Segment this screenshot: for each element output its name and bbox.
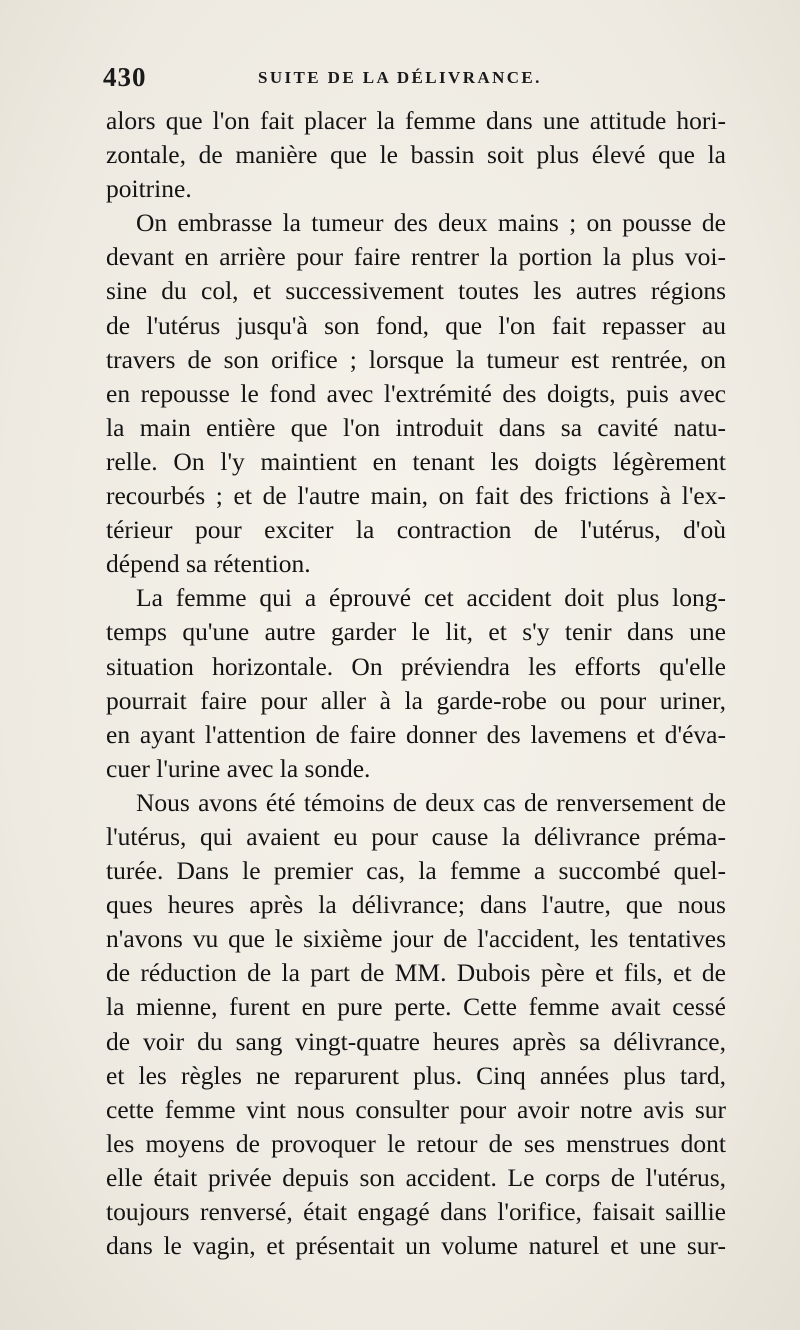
text-line: la mienne, furent en pure perte. Cette femme avait cessé	[106, 992, 726, 1022]
page-number: 430	[103, 62, 147, 92]
text-line: temps qu'une autre garder le lit, et s'y tenir dans une	[106, 617, 726, 647]
text-line: de réduction de la part de MM. Dubois père et fils, et de	[106, 958, 726, 988]
text-line: l'utérus, qui avaient eu pour cause la délivrance préma-	[106, 821, 726, 851]
text-line: poitrine.	[106, 174, 192, 204]
text-line: alors que l'on fait placer la femme dans une attitude hori-	[106, 106, 726, 135]
text-line: situation horizontale. On préviendra les efforts qu'elle	[106, 651, 726, 681]
body-text	[106, 104, 726, 1263]
text-line: pourrait faire pour aller à la garde-robe ou pour uriner,	[106, 685, 726, 715]
text-line: de voir du sang vingt-quatre heures après sa délivrance,	[106, 1026, 726, 1056]
page-header	[103, 62, 723, 94]
text-line: cuer l'urine avec la sonde.	[106, 753, 371, 783]
paragraph-2	[106, 206, 726, 581]
text-line: recourbés ; et de l'autre main, on fait des frictions à l'ex-	[106, 481, 726, 511]
text-line: zontale, de manière que le bassin soit plus élevé que la	[106, 140, 726, 170]
text-line: en ayant l'attention de faire donner des lavemens et d'éva-	[106, 719, 726, 749]
text-line: et les règles ne reparurent plus. Cinq années plus tard,	[106, 1060, 726, 1090]
text-line: ques heures après la délivrance; dans l'autre, que nous	[106, 890, 726, 920]
text-line: toujours renversé, était engagé dans l'orifice, faisait saillie	[106, 1197, 726, 1226]
text-line: la main entière que l'on introduit dans sa cavité natu-	[106, 412, 726, 442]
text-line: turée. Dans le premier cas, la femme a succombé quel-	[106, 856, 726, 886]
text-line: les moyens de provoquer le retour de ses menstrues dont	[106, 1128, 726, 1158]
running-head: SUITE DE LA DÉLIVRANCE.	[258, 68, 542, 87]
paragraph-1	[106, 104, 726, 206]
text-line: devant en arrière pour faire rentrer la portion la plus voi-	[106, 242, 726, 272]
text-line: relle. On l'y maintient en tenant les doigts légèrement	[106, 446, 726, 476]
text-line: dans le vagin, et présentait un volume naturel et une sur-	[106, 1231, 726, 1261]
text-line: Nous avons été témoins de deux cas de renversement de	[136, 787, 726, 817]
text-line: travers de son orifice ; lorsque la tumeur est rentrée, on	[106, 344, 726, 374]
paragraph-4	[106, 786, 726, 1263]
paragraph-3	[106, 581, 726, 786]
text-line: sine du col, et successivement toutes les autres régions	[106, 276, 726, 306]
text-line: térieur pour exciter la contraction de l'utérus, d'où	[106, 515, 726, 545]
text-line: dépend sa rétention.	[106, 549, 311, 579]
text-line: en repousse le fond avec l'extrémité des doigts, puis avec	[106, 378, 726, 408]
text-line: de l'utérus jusqu'à son fond, que l'on fait repasser au	[106, 310, 726, 340]
text-line: On embrasse la tumeur des deux mains ; on pousse de	[136, 208, 726, 238]
text-line: cette femme vint nous consulter pour avoir notre avis sur	[106, 1094, 726, 1124]
text-line: La femme qui a éprouvé cet accident doit plus long-	[136, 583, 726, 613]
text-line: n'avons vu que le sixième jour de l'accident, les tentatives	[106, 924, 726, 954]
text-line: elle était privée depuis son accident. Le corps de l'utérus,	[106, 1162, 726, 1192]
